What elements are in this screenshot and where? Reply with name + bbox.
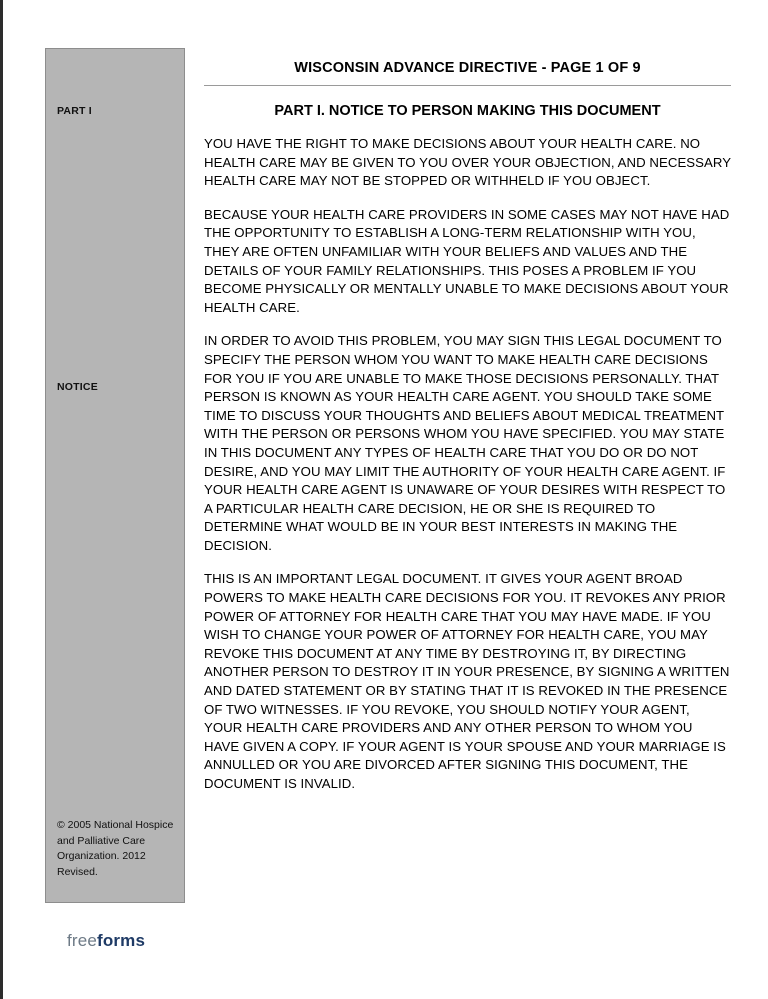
body-paragraph: IN ORDER TO AVOID THIS PROBLEM, YOU MAY SIGN THIS LEGAL DOCUMENT TO SPECIFY THE PERSON WHOM YOU WANT TO MAKE HEALTH CARE DECISIONS FOR YOU IF YOU ARE UNABLE TO MAKE THOSE DECISIONS PERSONALLY. THAT PERSON IS KNOWN AS YOUR HEALTH CARE AGENT. YOU SHOULD TAKE SOME TIME TO DISCUSS YOUR THOUGHTS AND BELIEFS ABOUT MEDICAL TREATMENT WITH THE PERSON OR PERSONS WHOM YOU HAVE SPECIFIED. YOU MAY STATE IN THIS DOCUMENT ANY TYPES OF HEALTH CARE THAT YOU DO OR DO NOT DESIRE, AND YOU MAY LIMIT THE AUTHORITY OF YOUR HEALTH CARE AGENT. IF YOUR HEALTH CARE AGENT IS UNAWARE OF YOUR DESIRES WITH RESPECT TO A PARTICULAR HEALTH CARE DECISION, HE OR SHE IS REQUIRED TO DETERMINE WHAT WOULD BE IN YOUR BEST INTERESTS IN MAKING THE DECISION. xyxy=(204,333,726,553)
document-content xyxy=(185,48,731,794)
section-heading: PART I. NOTICE TO PERSON MAKING THIS DOCUMENT xyxy=(274,103,661,119)
brand-text-forms: forms xyxy=(96,931,146,950)
body-paragraph: BECAUSE YOUR HEALTH CARE PROVIDERS IN SOME CASES MAY NOT HAVE HAD THE OPPORTUNITY TO ESTABLISH A LONG-TERM RELATIONSHIP WITH YOU, THEY ARE OFTEN UNFAMILIAR WITH YOUR BELIEFS AND VALUES AND THE DETAILS OF YOUR FAMILY RELATIONSHIPS. THIS POSES A PROBLEM IF YOU BECOME PHYSICALLY OR MENTALLY UNABLE TO MAKE DECISIONS ABOUT YOUR HEALTH CARE. xyxy=(204,206,730,315)
brand-text-free: free xyxy=(67,931,97,950)
sidebar-label-part: PART I xyxy=(57,105,92,117)
footer-brand xyxy=(67,931,145,951)
sidebar-copyright: © 2005 National Hospice and Palliative Care Organization. 2012 Revised. xyxy=(57,819,174,878)
page-title: WISCONSIN ADVANCE DIRECTIVE - PAGE 1 OF 9 xyxy=(204,48,731,86)
document-sidebar xyxy=(45,48,185,903)
document-body xyxy=(45,48,731,903)
body-paragraph: THIS IS AN IMPORTANT LEGAL DOCUMENT. IT GIVES YOUR AGENT BROAD POWERS TO MAKE HEALTH CARE DECISIONS FOR YOU. IT REVOKES ANY PRIOR POWER OF ATTORNEY FOR HEALTH CARE THAT YOU MAY HAVE MADE. IF YOU WISH TO CHANGE YOUR POWER OF ATTORNEY FOR HEALTH CARE, YOU MAY REVOKE THIS DOCUMENT AT ANY TIME BY DESTROYING IT, BY DIRECTING ANOTHER PERSON TO DESTROY IT IN YOUR PRESENCE, BY SIGNING A WRITTEN AND DATED STATEMENT OR BY STATING THAT IT IS REVOKED IN THE PRESENCE OF TWO WITNESSES. IF YOU REVOKE, YOU SHOULD NOTIFY YOUR AGENT, YOUR HEALTH CARE PROVIDERS AND ANY OTHER PERSON TO WHOM YOU HAVE GIVEN A COPY. IF YOUR AGENT IS YOUR SPOUSE AND YOUR MARRIAGE IS ANNULLED OR YOU ARE DIVORCED AFTER SIGNING THIS DOCUMENT, THE DOCUMENT IS INVALID. xyxy=(204,571,730,791)
sidebar-label-notice: NOTICE xyxy=(57,381,98,393)
body-paragraph: YOU HAVE THE RIGHT TO MAKE DECISIONS ABOUT YOUR HEALTH CARE. NO HEALTH CARE MAY BE GIVEN TO YOU OVER YOUR OBJECTION, AND NECESSARY HEALTH CARE MAY NOT BE STOPPED OR WITHHELD IF YOU OBJECT. xyxy=(204,136,731,189)
